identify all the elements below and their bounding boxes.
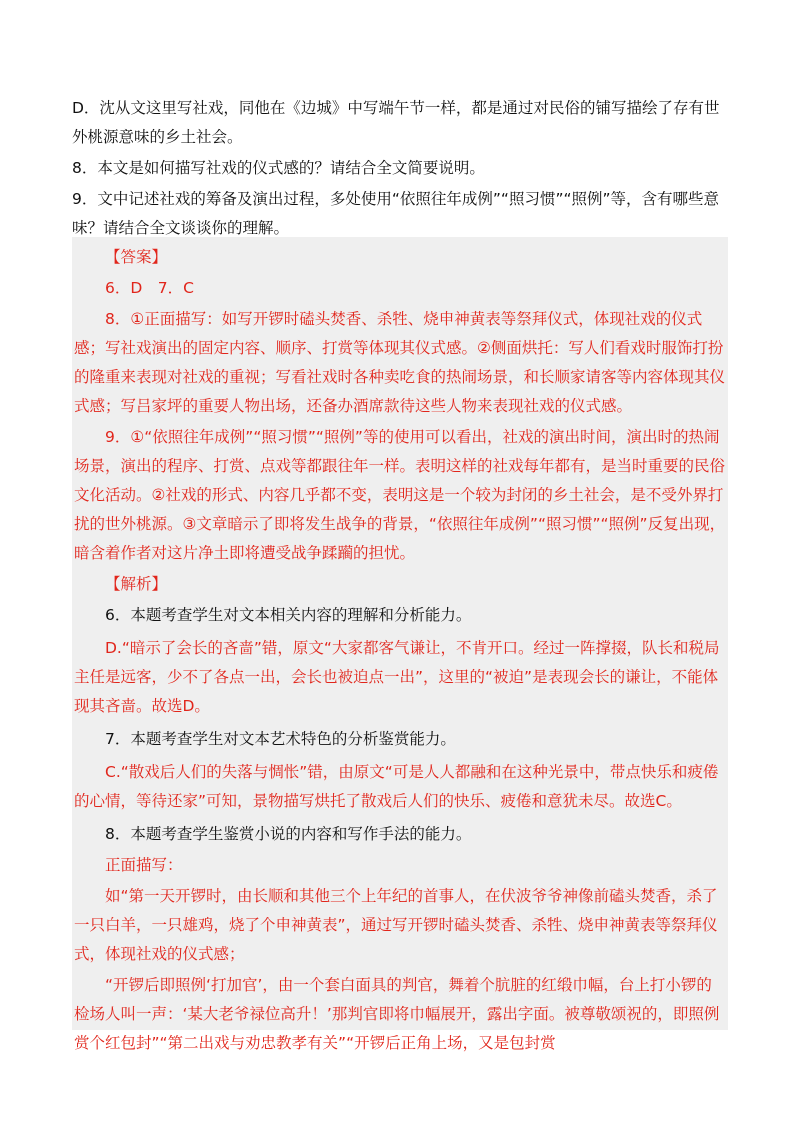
option-d-text: D．沈从文这里写社戏，同他在《边城》中写端午节一样，都是通过对民俗的铺写描绘了存有世外桃源意味的乡土社会。 [72,99,720,146]
answer-9: 9．①“依照往年成例”“照习惯”“照例”等的使用可以看出，社戏的演出时间，演出时的热闹场景，演出的程序、打赏、点戏等都跟往年一样。表明这样的社戏每年都有，是当时重要的民俗文化活动。②社戏的形式、内容几乎都不变，表明这是一个较为封闭的乡土社会，是不受外界打扰的世外桃源。③文章暗示了即将发生战争的背景，“依照往年成例”“照习惯”“照例”反复出现，暗含着作者对这片净土即将遭受战争蹂躏的担忧。 [74,428,726,562]
analysis-7-heading: 7．本题考查学生对文本艺术特色的分析鉴赏能力。 [105,730,456,748]
answer-6-7: 6．D 7．C [105,279,194,297]
analysis-tag: 【解析】 [105,575,168,593]
answer-panel [72,237,728,1052]
analysis-8-heading: 8．本题考查学生鉴赏小说的内容和写作手法的能力。 [105,825,472,843]
analysis-7-body: C.“散戏后人们的失落与惆怅”错，由原文“可是人人都融和在这种光景中，带点快乐和疲倦的心情，等待还家”可知，景物描写烘托了散戏后人们的快乐、疲倦和意犹未尽。故选C。 [74,763,719,810]
analysis-8-subheading: 正面描写： [105,856,183,874]
analysis-8-paragraph-2: “开锣后即照例‘打加官’，由一个套白面具的判官，舞着个肮脏的红缎巾幅，台上打小锣的检场人叫一声：‘某大老爷禄位高升！’那判官即将巾幅展开，露出字面。被尊敬颂祝的，即照例赏个红包封”“第二出戏与劝忠教孝有关”“开锣后正角上场，又是包封赏 [74,976,720,1052]
analysis-6-body: D.“暗示了会长的吝啬”错，原文“大家都客气谦让，不肯开口。经过一阵撑掇，队长和税局主任是远客，少不了各点一出，会长也被迫点一出”，这里的“被迫”是表现会长的谦让，不能体现其吝啬。故选D。 [74,639,720,715]
analysis-8-paragraph-1: 如“第一天开锣时，由长顺和其他三个上年纪的首事人，在伏波爷爷神像前磕头焚香，杀了一只白羊，一只雄鸡，烧了个申神黄表”，通过写开锣时磕头焚香、杀牲、烧申神黄表等祭拜仪式，体现社戏的仪式感； [74,887,718,963]
question-9-text: 9．文中记述社戏的筹备及演出过程，多处使用“依照往年成例”“照习惯”“照例”等，含有哪些意味？请结合全文谈谈你的理解。 [72,190,720,237]
analysis-6-heading: 6．本题考查学生对文本相关内容的理解和分析能力。 [105,606,472,624]
question-block [72,94,732,243]
answer-8: 8．①正面描写：如写开锣时磕头焚香、杀牲、烧申神黄表等祭拜仪式，体现社戏的仪式感；写社戏演出的固定内容、顺序、打赏等体现其仪式感。②侧面烘托：写人们看戏时服饰打扮的隆重来表现对社戏的重视；写看社戏时各种卖吃食的热闹场景，和长顺家请客等内容体现其仪式感；写吕家坪的重要人物出场，还备办酒席款待这些人物来表现社戏的仪式感。 [74,310,726,415]
question-8-text: 8．本文是如何描写社戏的仪式感的？请结合全文简要说明。 [72,159,485,177]
answer-tag: 【答案】 [105,248,168,266]
